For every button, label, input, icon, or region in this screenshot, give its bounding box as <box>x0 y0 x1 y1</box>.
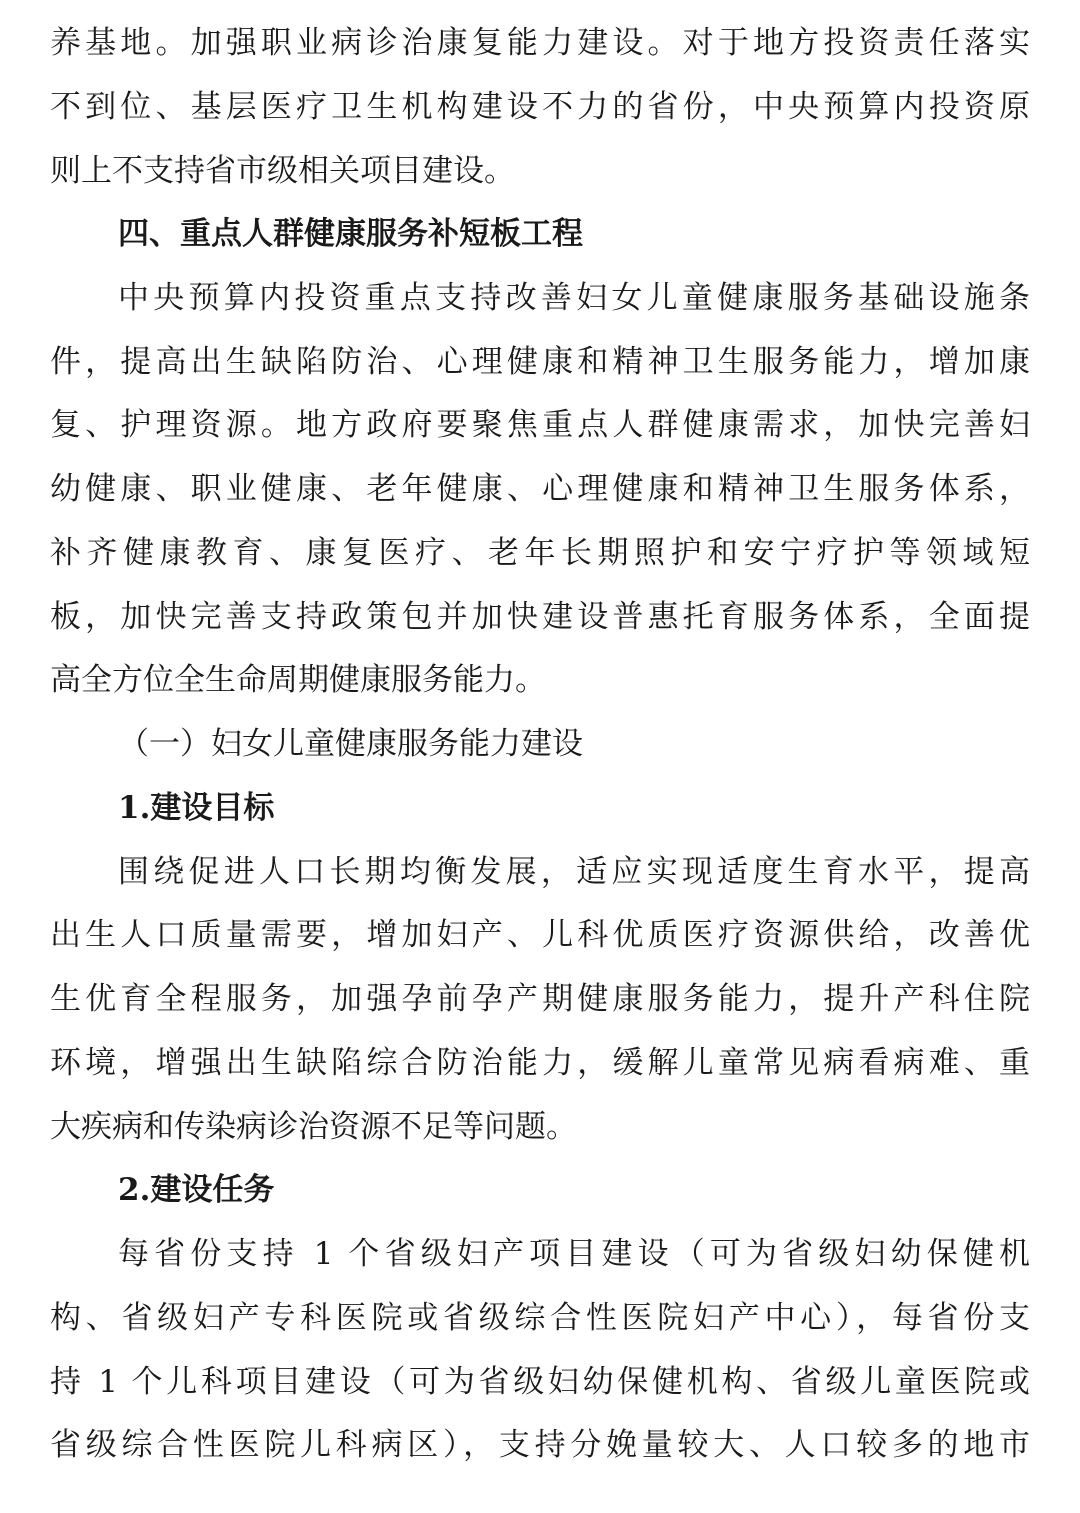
body-text-line: 件，提高出生缺陷防治、心理健康和精神卫生服务能力，增加康 <box>50 344 1030 380</box>
body-text-line: 中央预算内投资重点支持改善妇女儿童健康服务基础设施条 <box>118 280 1030 316</box>
body-text-line: 不到位、基层医疗卫生机构建设不力的省份，中央预算内投资原 <box>50 89 1030 125</box>
body-text-line: 构、省级妇产专科医院或省级综合性医院妇产中心），每省份支 <box>50 1300 1030 1336</box>
body-text-line: 围绕促进人口长期均衡发展，适应实现适度生育水平，提高 <box>118 854 1030 890</box>
body-text-line: 补齐健康教育、康复医疗、老年长期照护和安宁疗护等领域短 <box>50 535 1030 571</box>
body-text-line: 环境，增强出生缺陷综合防治能力，缓解儿童常见病看病难、重 <box>50 1045 1030 1081</box>
body-text-line: 复、护理资源。地方政府要聚焦重点人群健康需求，加快完善妇 <box>50 407 1030 443</box>
body-text-line: 幼健康、职业健康、老年健康、心理健康和精神卫生服务体系， <box>50 471 1030 507</box>
section-heading: 四、重点人群健康服务补短板工程 <box>118 216 583 252</box>
subsection-heading: （一）妇女儿童健康服务能力建设 <box>118 726 583 762</box>
body-text-line: 养基地。加强职业病诊治康复能力建设。对于地方投资责任落实 <box>50 25 1030 61</box>
body-text-line: 每省份支持 1 个省级妇产项目建设（可为省级妇幼保健机 <box>118 1236 1030 1272</box>
body-text-line: 板，加快完善支持政策包并加快建设普惠托育服务体系，全面提 <box>50 599 1030 635</box>
body-text-line: 大疾病和传染病诊治资源不足等问题。 <box>50 1109 577 1145</box>
subsection-title: 1.建设目标 <box>118 790 275 826</box>
body-text-line: 生优育全程服务，加强孕前孕产期健康服务能力，提升产科住院 <box>50 981 1030 1017</box>
body-text-line: 则上不支持省市级相关项目建设。 <box>50 153 515 189</box>
body-text-line: 出生人口质量需要，增加妇产、儿科优质医疗资源供给，改善优 <box>50 917 1030 953</box>
body-text-line: 省级综合性医院儿科病区），支持分娩量较大、人口较多的地市 <box>50 1427 1030 1463</box>
subsection-title: 2.建设任务 <box>118 1172 275 1208</box>
body-text-line: 高全方位全生命周期健康服务能力。 <box>50 662 546 698</box>
body-text-line: 持 1 个儿科项目建设（可为省级妇幼保健机构、省级儿童医院或 <box>50 1364 1030 1400</box>
